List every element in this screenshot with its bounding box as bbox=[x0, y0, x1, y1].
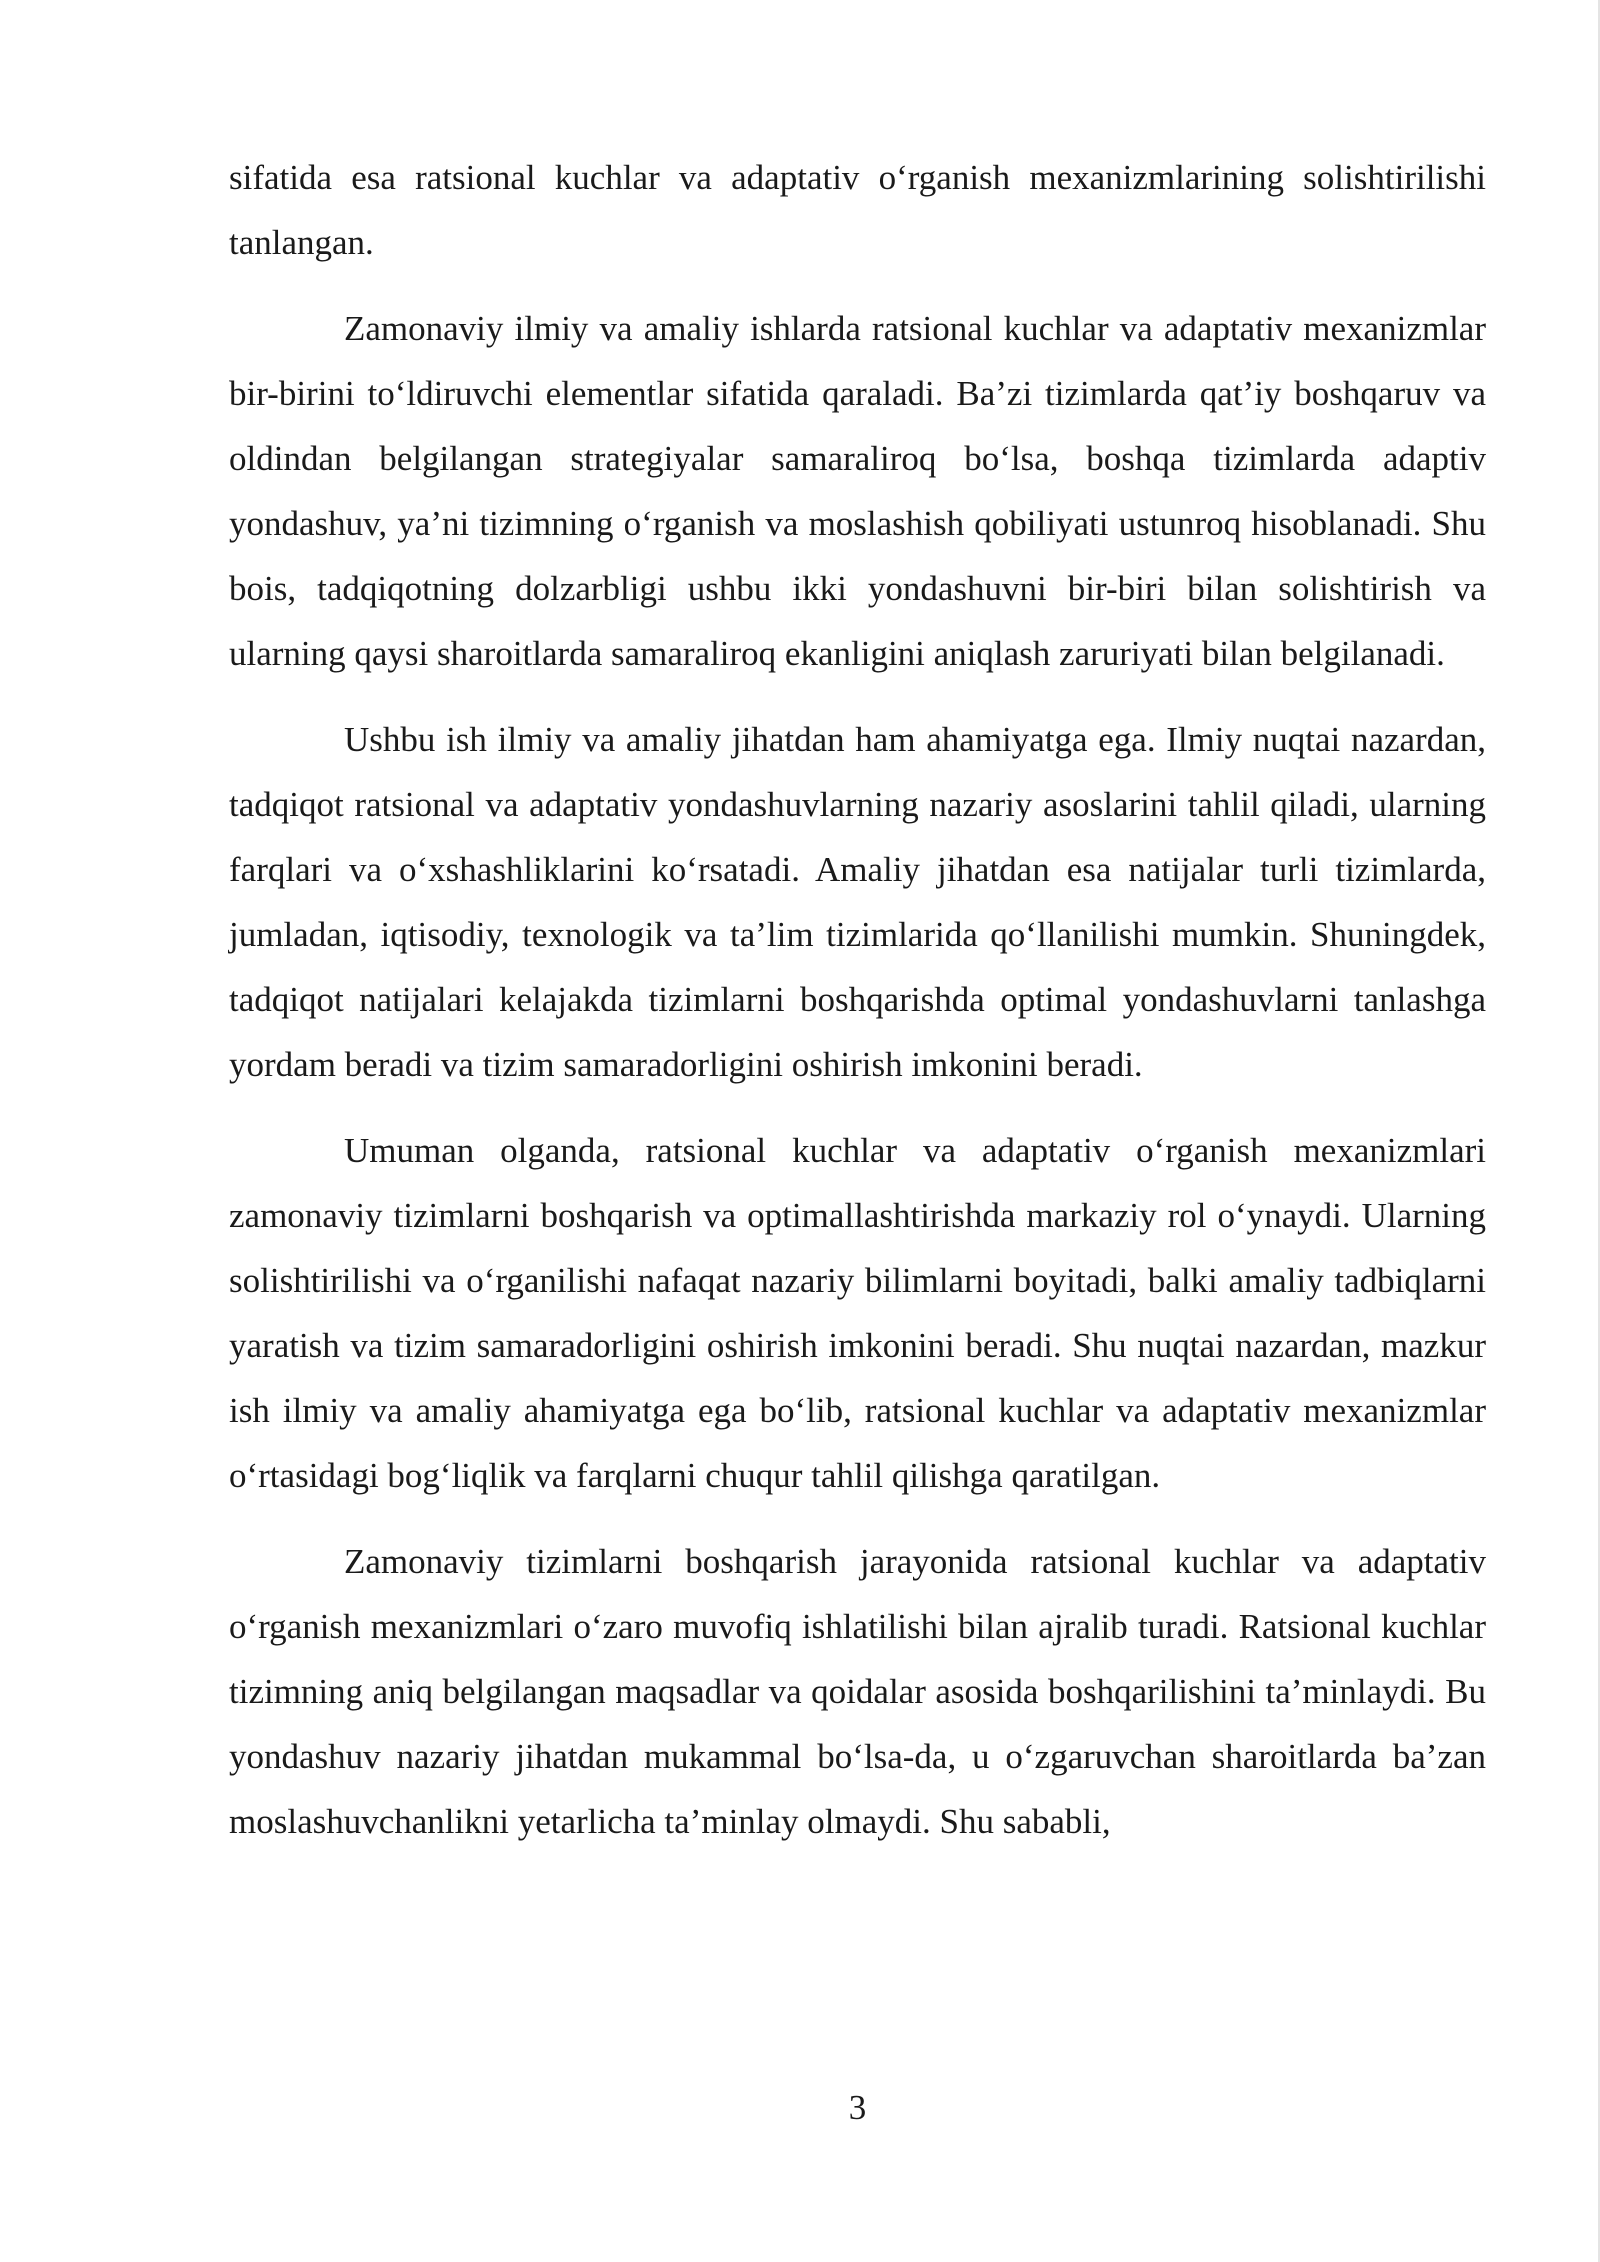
paragraph-5: Zamonaviy tizimlarni boshqarish jarayonida ratsional kuchlar va adaptativ o‘rganish mexanizmlari o‘zaro muvofiq ishlatilishi bilan ajralib turadi. Ratsional kuchlar tizimning aniq belgilangan maqsadlar va qoidalar asosida boshqarilishini ta’minlaydi. Bu yondashuv nazariy jihatdan mukammal bo‘lsa-da, u o‘zgaruvchan sharoitlarda ba’zan moslashuvchanlikni yetarlicha ta’minlay olmaydi. Shu sababli, bbox=[229, 1542, 1486, 1841]
paragraph-4: Umuman olganda, ratsional kuchlar va adaptativ o‘rganish mexanizmlari zamonaviy tizimlarni boshqarish va optimallashtirishda markaziy rol o‘ynaydi. Ularning solishtirilishi va o‘rganilishi nafaqat nazariy bilimlarni boyitadi, balki amaliy tadbiqlarni yaratish va tizim samaradorligini oshirish imkonini beradi. Shu nuqtai nazardan, mazkur ish ilmiy va amaliy ahamiyatga ega bo‘lib, ratsional kuchlar va adaptativ mexanizmlar o‘rtasidagi bog‘liqlik va farqlarni chuqur tahlil qilishga qaratilgan. bbox=[229, 1131, 1486, 1495]
body-text bbox=[229, 145, 1486, 1875]
paragraph-3: Ushbu ish ilmiy va amaliy jihatdan ham ahamiyatga ega. Ilmiy nuqtai nazardan, tadqiqot ratsional va adaptativ yondashuvlarning nazariy asoslarini tahlil qiladi, ularning farqlari va o‘xshashliklarini ko‘rsatadi. Amaliy jihatdan esa natijalar turli tizimlarda, jumladan, iqtisodiy, texnologik va ta’lim tizimlarida qo‘llanilishi mumkin. Shuningdek, tadqiqot natijalari kelajakda tizimlarni boshqarishda optimal yondashuvlarni tanlashga yordam beradi va tizim samaradorligini oshirish imkonini beradi. bbox=[229, 720, 1486, 1084]
paragraph-1: sifatida esa ratsional kuchlar va adaptativ o‘rganish mexanizmlarining solishtirilishi tanlangan. bbox=[229, 158, 1486, 262]
page-number: 3 bbox=[848, 2088, 867, 2127]
paragraph-2: Zamonaviy ilmiy va amaliy ishlarda ratsional kuchlar va adaptativ mexanizmlar bir-birini to‘ldiruvchi elementlar sifatida qaraladi. Ba’zi tizimlarda qat’iy boshqaruv va oldindan belgilangan strategiyalar samaraliroq bo‘lsa, boshqa tizimlarda adaptiv yondashuv, ya’ni tizimning o‘rganish va moslashish qobiliyati ustunroq hisoblanadi. Shu bois, tadqiqotning dolzarbligi ushbu ikki yondashuvni bir-biri bilan solishtirish va ularning qaysi sharoitlarda samaraliroq ekanligini aniqlash zaruriyati bilan belgilanadi. bbox=[229, 309, 1486, 673]
